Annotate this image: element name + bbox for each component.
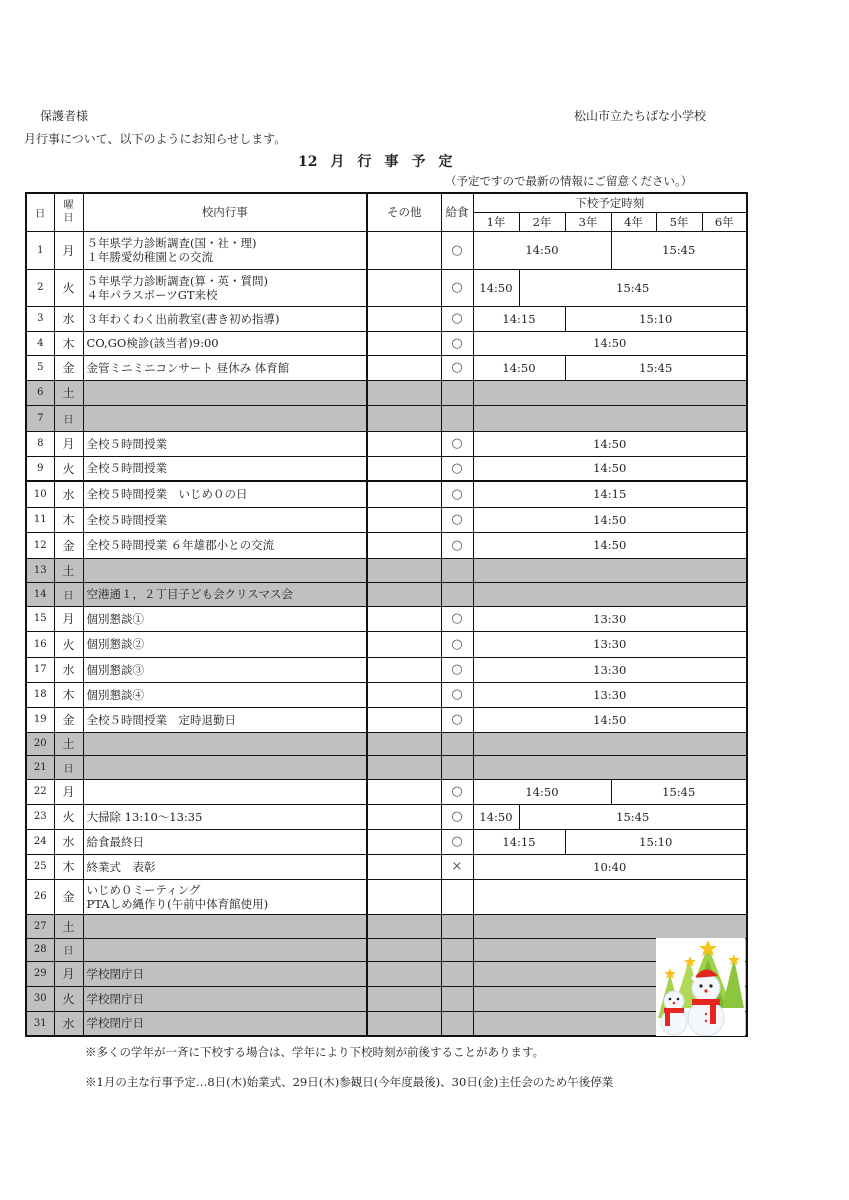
- dismissal-time-cell: [473, 914, 747, 938]
- events-cell: [83, 269, 367, 306]
- day-cell: 28: [26, 938, 54, 961]
- day-cell: 6: [26, 380, 54, 405]
- dismissal-time-cell: 14:50: [473, 707, 747, 732]
- title-part: 事: [384, 154, 399, 170]
- table-row: [26, 456, 747, 481]
- header-weekday-line1: 曜: [63, 200, 74, 212]
- other-cell: [367, 986, 441, 1011]
- dismissal-time-cell: 10:40: [473, 854, 747, 879]
- events-cell: [83, 582, 367, 606]
- dismissal-time-cell: 14:50: [473, 456, 747, 481]
- table-row: [26, 481, 747, 507]
- header-other: その他: [367, 193, 441, 231]
- events-cell: [83, 986, 367, 1011]
- event-line: PTAしめ縄作り(午前中体育館使用): [86, 896, 269, 911]
- dismissal-time-cell: 14:15: [473, 829, 565, 854]
- events-cell: [83, 481, 367, 507]
- events-cell: [83, 606, 367, 631]
- lunch-cell: ○: [441, 804, 473, 829]
- dismissal-time-cell: 13:30: [473, 657, 747, 682]
- other-cell: [367, 380, 441, 405]
- table-row: [26, 532, 747, 558]
- weekday-cell: 金: [54, 879, 83, 914]
- snowmen-christmas-icon: [656, 938, 745, 1036]
- title-part: 12: [298, 154, 318, 170]
- table-row: [26, 507, 747, 532]
- lunch-cell: [441, 582, 473, 606]
- other-cell: [367, 707, 441, 732]
- event-line: 金管ミニミニコンサート 昼休み 体育館: [86, 360, 290, 375]
- dismissal-time-cell: 14:50: [473, 532, 747, 558]
- event-line: 個別懇談③: [86, 662, 144, 677]
- day-cell: 3: [26, 306, 54, 331]
- event-line: 全校５時間授業: [86, 436, 167, 451]
- other-cell: [367, 938, 441, 961]
- header-grade-4: 4年: [611, 212, 656, 231]
- table-row: [26, 231, 747, 269]
- weekday-cell: 日: [54, 582, 83, 606]
- dismissal-time-cell: 13:30: [473, 682, 747, 707]
- lunch-cell: ○: [441, 269, 473, 306]
- lunch-cell: [441, 405, 473, 431]
- lunch-cell: ○: [441, 507, 473, 532]
- events-cell: [83, 657, 367, 682]
- events-cell: [83, 456, 367, 481]
- weekday-cell: 月: [54, 779, 83, 804]
- event-line: ３年わくわく出前教室(書き初め指導): [86, 311, 280, 326]
- note-dismissal-variance: ※多くの学年が一斉に下校する場合は、学年により下校時刻が前後することがあります。: [85, 1045, 545, 1059]
- weekday-cell: 土: [54, 380, 83, 405]
- lunch-cell: [441, 986, 473, 1011]
- other-cell: [367, 755, 441, 779]
- header-weekday: [54, 193, 83, 231]
- weekday-cell: 火: [54, 631, 83, 657]
- table-row: [26, 331, 747, 355]
- dismissal-time-cell: 14:50: [473, 507, 747, 532]
- weekday-cell: 月: [54, 961, 83, 986]
- other-cell: [367, 355, 441, 380]
- schedule-table: [25, 192, 748, 1037]
- lunch-cell: [441, 961, 473, 986]
- events-cell: [83, 380, 367, 405]
- other-cell: [367, 405, 441, 431]
- event-line: 学校閉庁日: [86, 991, 144, 1006]
- event-line: 全校５時間授業: [86, 512, 167, 527]
- day-cell: 8: [26, 431, 54, 456]
- table-row: [26, 986, 747, 1011]
- dismissal-time-cell: 14:50: [473, 804, 519, 829]
- weekday-cell: 月: [54, 231, 83, 269]
- table-row: [26, 779, 747, 804]
- other-cell: [367, 854, 441, 879]
- weekday-cell: 火: [54, 804, 83, 829]
- dismissal-time-cell: [473, 380, 747, 405]
- weekday-cell: 火: [54, 456, 83, 481]
- dismissal-time-cell: 14:15: [473, 481, 747, 507]
- events-cell: [83, 306, 367, 331]
- event-line: 個別懇談②: [86, 637, 144, 651]
- header-grade-6: 6年: [702, 212, 747, 231]
- lunch-cell: ○: [441, 306, 473, 331]
- events-cell: [83, 829, 367, 854]
- event-line: ４年パラスポーツGT来校: [86, 287, 218, 302]
- day-cell: 17: [26, 657, 54, 682]
- lunch-cell: ○: [441, 355, 473, 380]
- table-row: [26, 961, 747, 986]
- day-cell: 2: [26, 269, 54, 306]
- events-cell: [83, 755, 367, 779]
- dismissal-time-cell: [473, 732, 747, 755]
- lunch-cell: [441, 558, 473, 582]
- table-row: [26, 755, 747, 779]
- events-cell: [83, 631, 367, 657]
- day-cell: 19: [26, 707, 54, 732]
- other-cell: [367, 657, 441, 682]
- event-line: 学校閉庁日: [86, 966, 144, 981]
- header-lunch: 給食: [441, 193, 473, 231]
- dismissal-time-cell: 14:50: [473, 779, 611, 804]
- weekday-cell: 月: [54, 431, 83, 456]
- table-row: [26, 306, 747, 331]
- lunch-cell: [441, 914, 473, 938]
- other-cell: [367, 331, 441, 355]
- weekday-cell: 日: [54, 938, 83, 961]
- dismissal-time-cell: 15:45: [519, 804, 747, 829]
- events-cell: [83, 1011, 367, 1036]
- events-cell: [83, 707, 367, 732]
- header-grade-2: 2年: [519, 212, 565, 231]
- lunch-cell: ○: [441, 707, 473, 732]
- event-line: 個別懇談④: [86, 687, 144, 702]
- events-cell: [83, 231, 367, 269]
- table-row: [26, 355, 747, 380]
- title-part: 予: [411, 154, 426, 170]
- day-cell: 29: [26, 961, 54, 986]
- day-cell: 11: [26, 507, 54, 532]
- dismissal-time-cell: 15:45: [519, 269, 747, 306]
- lunch-cell: [441, 879, 473, 914]
- table-row: [26, 854, 747, 879]
- day-cell: 27: [26, 914, 54, 938]
- day-cell: 1: [26, 231, 54, 269]
- day-cell: 5: [26, 355, 54, 380]
- school-name: 松山市立たちばな小学校: [574, 109, 707, 123]
- other-cell: [367, 481, 441, 507]
- weekday-cell: 水: [54, 657, 83, 682]
- event-line: 給食最終日: [86, 834, 144, 849]
- event-line: いじめ０ミーティング: [86, 882, 201, 897]
- dismissal-time-cell: 15:45: [565, 355, 747, 380]
- other-cell: [367, 558, 441, 582]
- weekday-cell: 木: [54, 331, 83, 355]
- schedule-body: [26, 231, 747, 1036]
- events-cell: [83, 431, 367, 456]
- lunch-cell: ○: [441, 532, 473, 558]
- snowmen-illustration: [656, 938, 745, 1036]
- lunch-cell: ○: [441, 682, 473, 707]
- lunch-cell: ○: [441, 431, 473, 456]
- lunch-cell: [441, 380, 473, 405]
- day-cell: 25: [26, 854, 54, 879]
- weekday-cell: 土: [54, 558, 83, 582]
- lunch-cell: ○: [441, 631, 473, 657]
- events-cell: [83, 914, 367, 938]
- dismissal-time-cell: 14:50: [473, 431, 747, 456]
- events-cell: [83, 331, 367, 355]
- events-cell: [83, 779, 367, 804]
- table-row: [26, 606, 747, 631]
- weekday-cell: 水: [54, 1011, 83, 1036]
- lunch-cell: [441, 732, 473, 755]
- day-cell: 31: [26, 1011, 54, 1036]
- header-events: 校内行事: [83, 193, 367, 231]
- header-weekday-line2: 日: [63, 213, 74, 225]
- event-line: 学校閉庁日: [86, 1016, 144, 1031]
- table-row: [26, 405, 747, 431]
- other-cell: [367, 914, 441, 938]
- day-cell: 15: [26, 606, 54, 631]
- dismissal-time-cell: [473, 755, 747, 779]
- lunch-cell: ○: [441, 829, 473, 854]
- table-row: [26, 657, 747, 682]
- table-row: [26, 431, 747, 456]
- day-cell: 14: [26, 582, 54, 606]
- weekday-cell: 金: [54, 355, 83, 380]
- events-cell: [83, 355, 367, 380]
- weekday-cell: 木: [54, 854, 83, 879]
- day-cell: 9: [26, 456, 54, 481]
- other-cell: [367, 606, 441, 631]
- day-cell: 21: [26, 755, 54, 779]
- event-line: 終業式 表彰: [86, 859, 156, 874]
- subtitle-note: （予定ですので最新の情報にご留意ください。）: [445, 174, 693, 188]
- dismissal-time-cell: 15:45: [611, 779, 747, 804]
- events-cell: [83, 732, 367, 755]
- lunch-cell: [441, 755, 473, 779]
- table-row: [26, 938, 747, 961]
- weekday-cell: 火: [54, 986, 83, 1011]
- dismissal-time-cell: 13:30: [473, 606, 747, 631]
- other-cell: [367, 431, 441, 456]
- lunch-cell: ○: [441, 231, 473, 269]
- other-cell: [367, 532, 441, 558]
- lunch-cell: [441, 938, 473, 961]
- event-line: 全校５時間授業 いじめ０の日: [86, 487, 248, 502]
- other-cell: [367, 961, 441, 986]
- other-cell: [367, 631, 441, 657]
- other-cell: [367, 507, 441, 532]
- event-line: CO,GO検診(該当者)9:00: [86, 336, 219, 350]
- event-line: １年勝愛幼稚園との交流: [86, 250, 213, 264]
- events-cell: [83, 532, 367, 558]
- dismissal-time-cell: 15:10: [565, 306, 747, 331]
- event-line: 全校５時間授業: [86, 461, 167, 476]
- weekday-cell: 月: [54, 606, 83, 631]
- day-cell: 7: [26, 405, 54, 431]
- table-row: [26, 804, 747, 829]
- other-cell: [367, 306, 441, 331]
- lunch-cell: ○: [441, 779, 473, 804]
- table-row: [26, 582, 747, 606]
- dismissal-time-cell: [473, 879, 747, 914]
- events-cell: [83, 961, 367, 986]
- table-row: [26, 1011, 747, 1036]
- weekday-cell: 木: [54, 682, 83, 707]
- lunch-cell: [441, 1011, 473, 1036]
- dismissal-time-cell: 14:50: [473, 269, 519, 306]
- other-cell: [367, 269, 441, 306]
- event-line: ５年県学力診断調査(算・英・質問): [86, 273, 268, 288]
- lunch-cell: ○: [441, 481, 473, 507]
- lunch-cell: ×: [441, 854, 473, 879]
- dismissal-time-cell: 14:50: [473, 355, 565, 380]
- lunch-cell: ○: [441, 331, 473, 355]
- events-cell: [83, 682, 367, 707]
- events-cell: [83, 804, 367, 829]
- day-cell: 30: [26, 986, 54, 1011]
- event-line: 大掃除 13:10～13:35: [86, 809, 203, 824]
- other-cell: [367, 732, 441, 755]
- dismissal-time-cell: 15:10: [565, 829, 747, 854]
- weekday-cell: 木: [54, 507, 83, 532]
- day-cell: 16: [26, 631, 54, 657]
- other-cell: [367, 779, 441, 804]
- table-row: [26, 914, 747, 938]
- day-cell: 22: [26, 779, 54, 804]
- other-cell: [367, 231, 441, 269]
- other-cell: [367, 682, 441, 707]
- events-cell: [83, 854, 367, 879]
- day-cell: 10: [26, 481, 54, 507]
- page-title: [298, 151, 465, 171]
- event-line: 全校５時間授業 ６年雄郡小との交流: [86, 538, 275, 552]
- dismissal-time-cell: 14:50: [473, 231, 611, 269]
- title-part: 月: [330, 154, 345, 170]
- dismissal-time-cell: 15:45: [611, 231, 747, 269]
- dismissal-time-cell: [473, 582, 747, 606]
- other-cell: [367, 582, 441, 606]
- table-row: [26, 380, 747, 405]
- table-row: [26, 879, 747, 914]
- header-grade-3: 3年: [565, 212, 611, 231]
- header-grade-1: 1年: [473, 212, 519, 231]
- day-cell: 23: [26, 804, 54, 829]
- weekday-cell: 水: [54, 306, 83, 331]
- events-cell: [83, 879, 367, 914]
- other-cell: [367, 1011, 441, 1036]
- event-line: 個別懇談①: [86, 611, 144, 626]
- table-row: [26, 707, 747, 732]
- header-dismissal: 下校予定時刻: [473, 193, 747, 212]
- intro-text: 月行事について、以下のようにお知らせします。: [24, 132, 287, 146]
- table-row: [26, 682, 747, 707]
- day-cell: 12: [26, 532, 54, 558]
- weekday-cell: 日: [54, 755, 83, 779]
- weekday-cell: 日: [54, 405, 83, 431]
- events-cell: [83, 558, 367, 582]
- title-part: 行: [357, 154, 372, 170]
- lunch-cell: ○: [441, 606, 473, 631]
- dismissal-time-cell: 14:50: [473, 331, 747, 355]
- weekday-cell: 金: [54, 532, 83, 558]
- dismissal-time-cell: 13:30: [473, 631, 747, 657]
- table-row: [26, 269, 747, 306]
- title-part: 定: [438, 154, 453, 170]
- day-cell: 18: [26, 682, 54, 707]
- weekday-cell: 土: [54, 914, 83, 938]
- weekday-cell: 水: [54, 829, 83, 854]
- day-cell: 4: [26, 331, 54, 355]
- other-cell: [367, 829, 441, 854]
- events-cell: [83, 938, 367, 961]
- table-row: [26, 558, 747, 582]
- events-cell: [83, 405, 367, 431]
- table-row: [26, 732, 747, 755]
- other-cell: [367, 804, 441, 829]
- note-january-events: ※1月の主な行事予定…8日(木)始業式、29日(木)参観日(今年度最後)、30日(金)主任会のため午後停業: [85, 1075, 614, 1089]
- table-row: [26, 631, 747, 657]
- dismissal-time-cell: [473, 405, 747, 431]
- other-cell: [367, 879, 441, 914]
- header-day: 日: [26, 193, 54, 231]
- lunch-cell: ○: [441, 456, 473, 481]
- table-row: [26, 829, 747, 854]
- dismissal-time-cell: [473, 558, 747, 582]
- event-line: ５年県学力診断調査(国・社・理): [86, 236, 257, 250]
- lunch-cell: ○: [441, 657, 473, 682]
- event-line: 空港通１，２丁目子ども会クリスマス会: [86, 587, 294, 601]
- dismissal-time-cell: 14:15: [473, 306, 565, 331]
- day-cell: 13: [26, 558, 54, 582]
- weekday-cell: 火: [54, 269, 83, 306]
- weekday-cell: 土: [54, 732, 83, 755]
- day-cell: 20: [26, 732, 54, 755]
- events-cell: [83, 507, 367, 532]
- weekday-cell: 金: [54, 707, 83, 732]
- recipient-label: 保護者様: [40, 109, 89, 123]
- day-cell: 26: [26, 879, 54, 914]
- event-line: 全校５時間授業 定時退勤日: [86, 712, 236, 727]
- day-cell: 24: [26, 829, 54, 854]
- header-grade-5: 5年: [656, 212, 702, 231]
- weekday-cell: 水: [54, 481, 83, 507]
- other-cell: [367, 456, 441, 481]
